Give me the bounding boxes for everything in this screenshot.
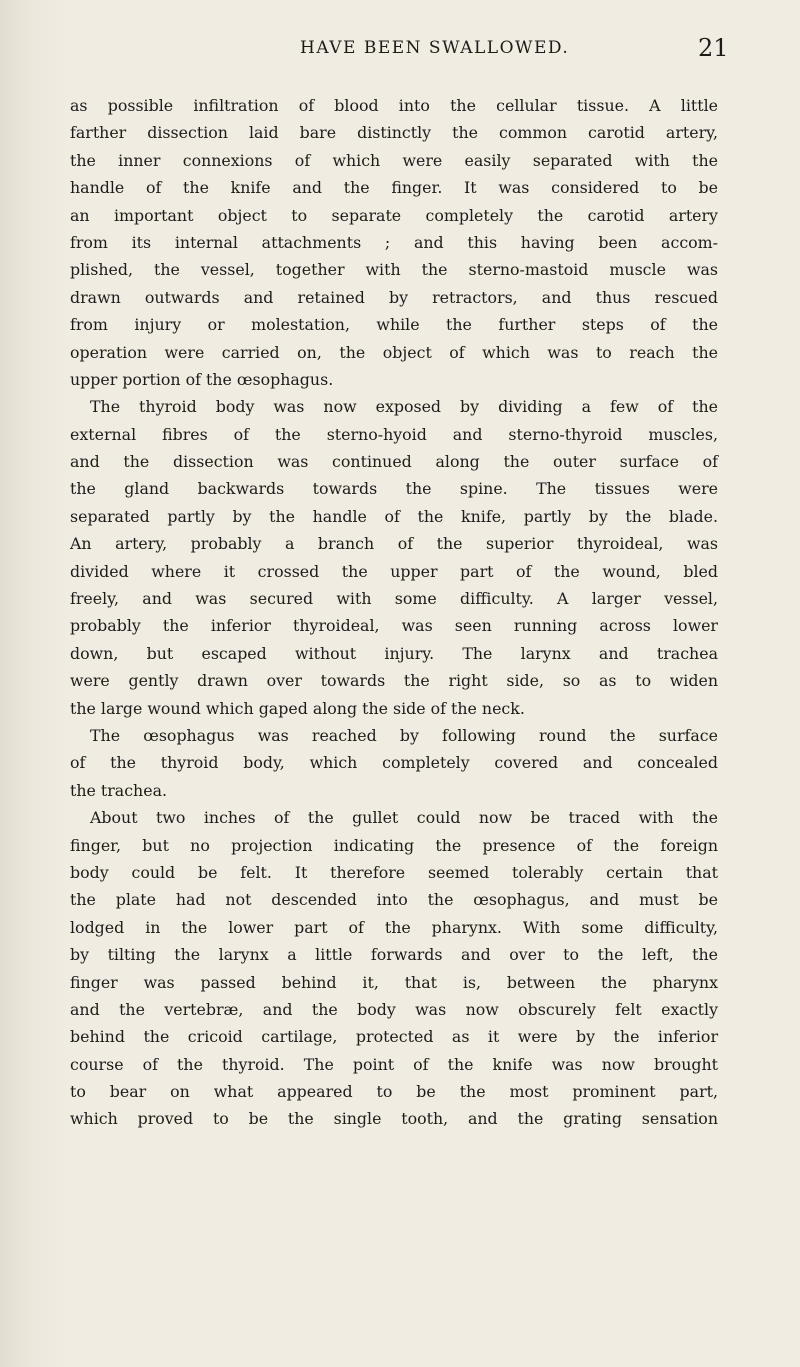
text-line: the plate had not descended into the œsophagus, and must be [70,890,718,910]
body-text [70,92,718,1133]
text-line: lodged in the lower part of the pharynx. With some difficulty, [70,917,718,937]
text-line: the gland backwards towards the spine. The tissues were [70,479,718,499]
text-line: the inner connexions of which were easily separated with the [70,150,718,170]
text-line: from its internal attachments ; and this having been accom- [70,232,718,252]
text-line: down, but escaped without injury. The larynx and trachea [70,643,718,663]
text-line: The thyroid body was now exposed by dividing a few of the [90,397,718,417]
text-line: as possible infiltration of blood into the cellular tissue. A little [70,96,718,115]
text-line: of the thyroid body, which completely covered and concealed [70,753,718,773]
text-line: the large wound which gaped along the side of the neck. [70,698,525,718]
text-line: external fibres of the sterno-hyoid and sterno-thyroid muscles, [70,424,718,444]
text-line: About two inches of the gullet could now be traced with the [90,808,718,828]
running-title: HAVE BEEN SWALLOWED. [300,38,570,58]
text-line: finger was passed behind it, that is, between the pharynx [70,972,718,992]
text-line: drawn outwards and retained by retractors, and thus rescued [70,287,718,307]
text-line: to bear on what appeared to be the most prominent part, [70,1082,718,1102]
text-line: an important object to separate completely the carotid artery [70,205,718,225]
text-line: finger, but no projection indicating the presence of the foreign [70,835,718,855]
text-line: body could be felt. It therefore seemed tolerably certain that [70,862,718,882]
text-line: handle of the knife and the finger. It was considered to be [70,178,718,198]
text-line: An artery, probably a branch of the superior thyroideal, was [70,534,718,554]
text-line: divided where it crossed the upper part of the wound, bled [70,561,718,581]
page-number: 21 [698,34,729,62]
text-line: probably the inferior thyroideal, was seen running across lower [70,616,718,636]
running-head [0,34,800,64]
text-line: course of the thyroid. The point of the knife was now brought [70,1054,718,1074]
text-line: were gently drawn over towards the right side, so as to widen [70,671,718,691]
text-line: plished, the vessel, together with the sterno-mastoid muscle was [70,260,718,280]
text-line: freely, and was secured with some difficulty. A larger vessel, [70,589,718,609]
text-line: the trachea. [70,780,168,800]
text-line: and the vertebræ, and the body was now obscurely felt exactly [70,999,718,1019]
text-line: upper portion of the œsophagus. [70,369,334,389]
text-line: from injury or molestation, while the further steps of the [70,315,718,335]
text-line: The œsophagus was reached by following round the surface [90,725,718,745]
text-line: and the dissection was continued along the outer surface of [70,452,718,472]
text-line: farther dissection laid bare distinctly the common carotid artery, [70,123,718,143]
text-line: which proved to be the single tooth, and the grating sensation [70,1109,718,1129]
text-line: operation were carried on, the object of which was to reach the [70,342,718,362]
text-line: separated partly by the handle of the knife, partly by the blade. [70,506,718,526]
text-line: behind the cricoid cartilage, protected as it were by the inferior [70,1027,718,1047]
text-line: by tilting the larynx a little forwards and over to the left, the [70,945,718,965]
